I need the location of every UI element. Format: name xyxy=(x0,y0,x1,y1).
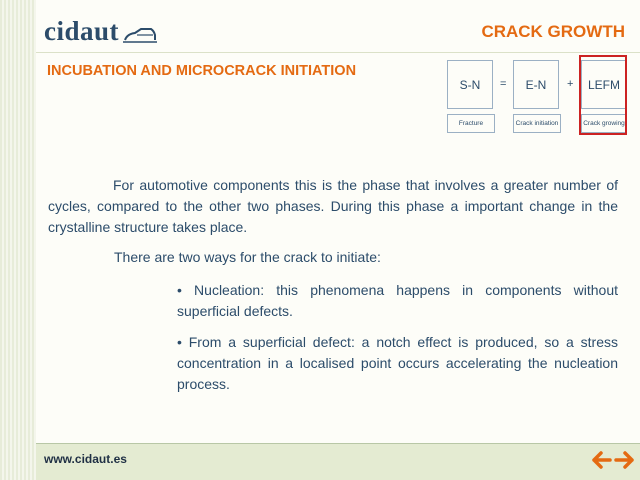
left-decorative-stripe xyxy=(0,0,36,480)
previous-arrow-icon[interactable] xyxy=(592,451,612,469)
car-icon xyxy=(123,26,157,44)
diagram-sub-crack-initiation-label: Crack initiation xyxy=(515,120,559,127)
diagram-box-en-label: E-N xyxy=(525,77,547,92)
bullet-nucleation: • Nucleation: this phenomena happens in components without superficial defects. xyxy=(177,282,618,319)
diagram-box-sn-label: S-N xyxy=(459,77,481,92)
diagram-operator-plus: + xyxy=(567,78,574,90)
lefm-highlight-frame xyxy=(579,55,627,135)
paragraph-incubation-phase: For automotive components this is the phase that involves a greater number of cycles, compared to the other two phases. During this phase a important change in the crystalline structure takes place. xyxy=(48,177,618,235)
diagram-sub-fracture xyxy=(447,114,495,133)
paragraph-ways-to-initiate: There are two ways for the crack to initiate: xyxy=(114,249,381,265)
header-divider xyxy=(36,52,640,53)
cidaut-logo xyxy=(44,18,157,45)
logo-text: cidaut xyxy=(44,16,120,46)
diagram-box-en xyxy=(513,60,559,109)
diagram-sub-crack-growing-label: Crack growing xyxy=(583,120,625,127)
diagram-box-sn xyxy=(447,60,493,109)
diagram-sub-fracture-label: Fracture xyxy=(458,120,484,127)
page-title: CRACK GROWTH xyxy=(481,22,625,41)
footer-url-link[interactable]: www.cidaut.es xyxy=(44,452,127,466)
section-title: INCUBATION AND MICROCRACK INITIATION xyxy=(47,63,357,79)
diagram-operator-equals: = xyxy=(500,78,507,90)
diagram-box-lefm-label: LEFM xyxy=(587,77,620,92)
diagram-sub-crack-initiation xyxy=(513,114,561,133)
bullet-superficial-defect: • From a superficial defect: a notch effect is produced, so a stress concentration in a localised point occurs accelerating the nucleation process. xyxy=(177,334,618,392)
next-arrow-icon[interactable] xyxy=(614,451,634,469)
